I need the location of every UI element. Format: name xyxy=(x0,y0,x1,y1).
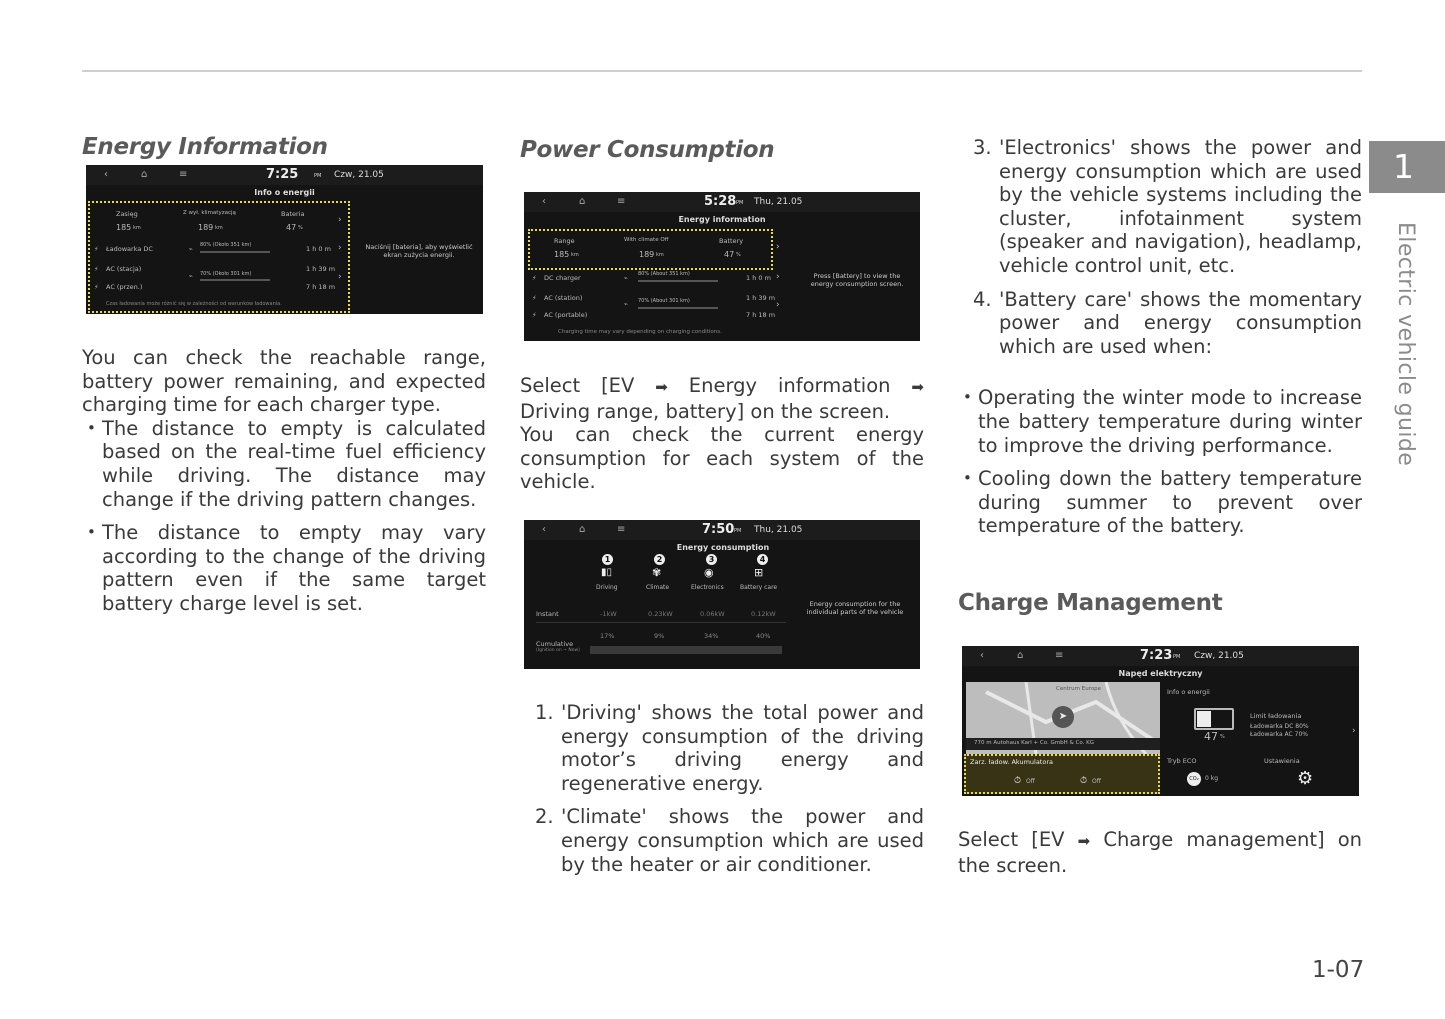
arrow-right-icon: ➡ xyxy=(655,378,668,396)
plug-icon: ⌁ xyxy=(624,300,628,308)
arrow-right-icon: ➡ xyxy=(1077,832,1091,850)
route-bar: 770 m Autohaus Karl + Co. GmbH & Co. KG xyxy=(966,738,1160,750)
power-desc: You can check the current energy consumption for each system of the vehicle. xyxy=(520,423,924,494)
back-icon: ‹ xyxy=(542,196,546,207)
battery-care-bullet-1: • Operating the winter mode to increase the battery temperature during winter to improve the driving performance. xyxy=(958,386,1362,457)
screen-title: Napęd elektryczny xyxy=(1118,669,1203,678)
screen-energy-consumption: ‹ ⌂ ≡ 7:50 PM Thu, 21.05 Energy consumption 1 ▮▯ Driving 2 ✾ Climate 3 ◉ Electronics 4 ⊞ Battery care Instant -1kW 0.23kW 0.06kW 0.12kW 17% 9% 34% 40% Cumulative (Ignition on ~ Now) Energy consumption for the individual parts of the vehicle xyxy=(524,520,920,669)
clock-icon: ⏱ xyxy=(1080,776,1088,786)
screen-title: Energy information xyxy=(678,215,766,224)
chevron-right-icon: › xyxy=(1352,726,1356,736)
arrow-right-icon: ➡ xyxy=(911,378,924,396)
clock-icon: ⏱ xyxy=(1014,776,1022,786)
screen-title: Info o energii xyxy=(254,188,315,197)
chevron-right-icon: › xyxy=(338,243,342,253)
battery-icon xyxy=(1194,708,1234,730)
chevron-right-icon: › xyxy=(776,272,780,282)
home-icon: ⌂ xyxy=(141,169,148,180)
energy-info-bullet-2: • The distance to empty may vary according to the change of the driving pattern even if the same target battery charge level is set. xyxy=(82,521,486,615)
co2-icon: CO₂ xyxy=(1187,772,1201,786)
menu-icon: ≡ xyxy=(617,196,626,207)
clock: 5:28 xyxy=(704,194,737,209)
lightning-icon: ⚡ xyxy=(532,294,537,302)
menu-icon: ≡ xyxy=(617,524,626,535)
gear-icon: ⚙ xyxy=(1297,768,1314,789)
list-item-4: 4. 'Battery care' shows the momentary power and energy consumption which are used when: xyxy=(973,287,1362,358)
screen-naped-elektryczny: ‹ ⌂ ≡ 7:23 PM Czw, 21.05 Napęd elektryczny Centrum Europe ➤ 770 m Autohaus Karl + Co. GmbH & Co. KG Zarz. ładow. Akumulatora ⏱ Off ⏱ Off Info o energii 47 % Limit ładowania Ładowarka DC 80% Ładowarka AC 70% › Tryb ECO CO₂ 0 kg Ustawienia ⚙ xyxy=(962,646,1359,796)
date: Czw, 21.05 xyxy=(1194,651,1244,661)
clock: 7:50 xyxy=(702,522,735,537)
screen-info-o-energii: ‹ ⌂ ≡ 7:25 PM Czw, 21.05 Info o energii Zasięg Z wył. klimatyzacją Bateria 185 km 189 km 47 % › ⚡ Ładowarka DC ⌁ 80% (Około 351 km) 1 h 0 m › ⚡ AC (stacja) ⌁ 70% (Około 301 km) 1 h 39 m › ⚡ AC (przen.) 7 h 18 m Czas ładowania może różnić się w zależności od warunków ładowania. Naciśnij [bateria], aby wyświetlić ekran zużycia energii. xyxy=(86,165,483,314)
map-view: Centrum Europe ➤ xyxy=(966,682,1160,754)
plug-icon: ⌁ xyxy=(189,272,193,280)
lightning-icon: ⚡ xyxy=(94,265,99,273)
screen-topbar: ‹ ⌂ ≡ 7:23 PM Czw, 21.05 xyxy=(962,646,1359,666)
screen-topbar: ‹ ⌂ ≡ 5:28 PM Thu, 21.05 xyxy=(524,192,920,212)
chapter-label: Electric vehicle guide xyxy=(1393,222,1418,467)
home-icon: ⌂ xyxy=(579,524,586,535)
power-select-instruction: Select [EV ➡ Energy information ➡ Driving range, battery] on the screen. xyxy=(520,374,924,423)
fan-icon: ✾ xyxy=(652,566,662,579)
list-item-3: 3. 'Electronics' shows the power and energy consumption which are used by the vehicle systems including the cluster, infotainment system (speaker and navigation), headlamp, vehicle control unit, etc. xyxy=(973,136,1362,277)
home-icon: ⌂ xyxy=(579,196,586,207)
lightning-icon: ⚡ xyxy=(94,245,99,253)
lightning-icon: ⚡ xyxy=(94,283,99,291)
screen-energy-information: ‹ ⌂ ≡ 5:28 PM Thu, 21.05 Energy information Range With climate Off Battery 185 km 189 km 47 % › ⚡ DC charger ⌁ 80% (About 351 km) 1 h 0 m › ⚡ AC (station) ⌁ 70% (About 301 km) 1 h 39 m › ⚡ AC (portable) 7 h 18 m Charging time may vary depending on charging conditions. Press [Battery] to view the energy consumption screen. xyxy=(524,192,920,341)
list-item-1: 1. 'Driving' shows the total power and energy consumption of the driving motor’s driving energy and regenerative energy. xyxy=(535,701,924,795)
motor-icon: ▮▯ xyxy=(601,567,613,578)
plug-icon: ⌁ xyxy=(189,245,193,253)
menu-icon: ≡ xyxy=(1055,650,1064,661)
battery-care-icon: ⊞ xyxy=(754,566,764,579)
energy-info-intro: You can check the reachable range, battery power remaining, and expected charging time for each charger type. xyxy=(82,346,486,417)
menu-icon: ≡ xyxy=(179,169,188,180)
page-number: 1-07 xyxy=(1312,957,1365,983)
clock: 7:25 xyxy=(266,167,299,182)
col-energy-info xyxy=(82,134,486,160)
screen-title: Energy consumption xyxy=(676,543,770,552)
chevron-right-icon: › xyxy=(776,242,780,252)
back-icon: ‹ xyxy=(104,169,108,180)
screen-topbar: ‹ ⌂ ≡ 7:25 PM Czw, 21.05 xyxy=(86,165,483,185)
energy-info-bullet-1: • The distance to empty is calculated based on the real-time fuel efficiency while driving. The distance may change if the driving pattern changes. xyxy=(82,417,486,511)
navigation-arrow-icon: ➤ xyxy=(1052,706,1074,728)
charge-select-instruction: Select [EV ➡ Charge management] on the screen. xyxy=(958,828,1363,877)
chevron-right-icon: › xyxy=(338,215,342,225)
list-item-2: 2. 'Climate' shows the power and energy consumption which are used by the heater or air conditioner. xyxy=(535,805,924,876)
screen-topbar: ‹ ⌂ ≡ 7:50 PM Thu, 21.05 xyxy=(524,520,920,540)
back-icon: ‹ xyxy=(542,524,546,535)
lightning-icon: ⚡ xyxy=(532,311,537,319)
chapter-tab: 1 xyxy=(1369,141,1445,193)
heading-charge-management: Charge Management xyxy=(958,590,1223,616)
plug-icon: ⌁ xyxy=(624,274,628,282)
lightning-icon: ⚡ xyxy=(532,274,537,282)
chevron-right-icon: › xyxy=(338,272,342,282)
date: Thu, 21.05 xyxy=(754,197,803,207)
cumulative-bar xyxy=(590,646,782,654)
battery-care-bullet-2: • Cooling down the battery temperature during summer to prevent over temperature of the battery. xyxy=(958,467,1362,538)
speaker-icon: ◉ xyxy=(704,566,714,579)
header-rule xyxy=(82,70,1362,72)
clock: 7:23 xyxy=(1140,648,1173,663)
chevron-right-icon: › xyxy=(776,300,780,310)
heading-energy-information: Energy Information xyxy=(82,134,328,160)
date: Thu, 21.05 xyxy=(754,525,803,535)
back-icon: ‹ xyxy=(980,650,984,661)
heading-power-consumption: Power Consumption xyxy=(520,137,775,163)
home-icon: ⌂ xyxy=(1017,650,1024,661)
date: Czw, 21.05 xyxy=(334,170,384,180)
